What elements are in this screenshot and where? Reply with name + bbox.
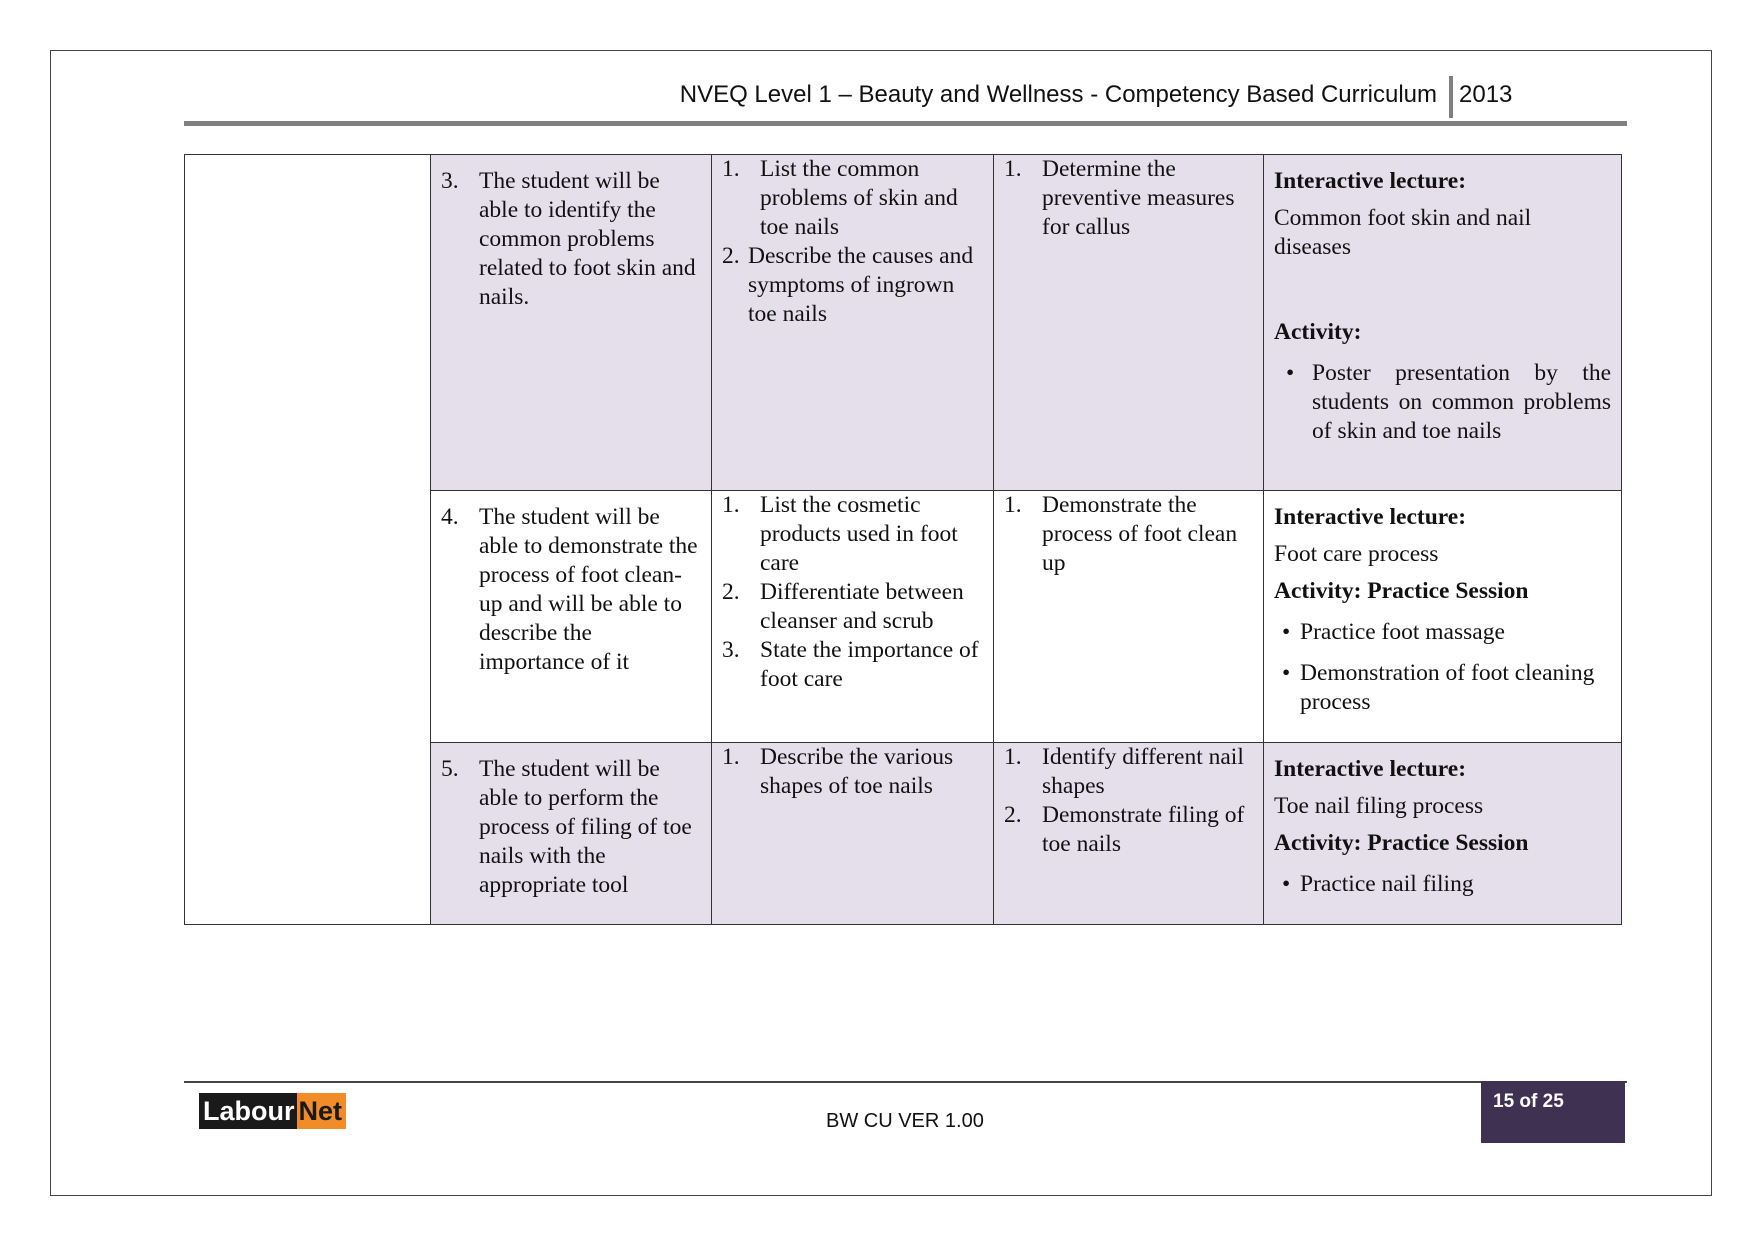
skills-cell [994,743,1264,925]
activity-label: Activity: Practice Session [1274,578,1529,604]
teaching-method-cell [1264,155,1622,491]
labournet-logo [199,1093,346,1129]
header-separator [1449,76,1453,118]
lecture-label: Interactive lecture: [1274,168,1467,194]
outcome-list [441,503,701,677]
knowledge-list [722,155,983,329]
header-title: NVEQ Level 1 – Beauty and Wellness - Competency Based Curriculum [679,81,1437,108]
activity-label: Activity: [1274,319,1362,345]
item-text: Demonstrate filing of toe nails [1042,802,1245,857]
item-number: 2. [722,243,740,269]
knowledge-cell [712,743,994,925]
item-text: List the cosmetic products used in foot care [760,492,958,576]
skills-list [1004,155,1253,242]
outcome-number: 4. [441,504,459,530]
outcome-list [441,755,701,900]
list-item [441,167,701,312]
list-item [722,743,983,801]
list-item [1004,155,1253,242]
list-item [441,755,701,900]
outcome-text: The student will be able to demonstrate the process of foot clean-up and will be able to describe the importance of it [479,504,698,675]
page-header [184,72,1627,126]
outcome-text: The student will be able to perform the process of filing of toe nails with the appropriate tool [479,756,692,898]
skills-cell [994,155,1264,491]
outcome-text: The student will be able to identify the common problems related to foot skin and nails. [479,168,696,310]
logo-part-net: Net [297,1093,347,1129]
activity-list [1274,870,1611,899]
item-text: Determine the preventive measures for callus [1042,156,1235,240]
lecture-text: Foot care process [1274,541,1439,567]
page-number-badge: 15 of 25 [1481,1081,1625,1143]
skills-list [1004,491,1253,578]
knowledge-cell [712,491,994,743]
item-number: 2. [722,579,740,605]
item-number: 1. [722,492,740,518]
teaching-method-cell [1264,743,1622,925]
unit-cell-empty [185,155,431,925]
knowledge-list [722,491,983,694]
lecture-label: Interactive lecture: [1274,504,1467,530]
knowledge-cell [712,155,994,491]
header-year: 2013 [1459,81,1513,108]
list-item: • Demonstration of foot cleaning process [1274,659,1611,717]
item-number: 3. [722,637,740,663]
item-number: 1. [1004,492,1022,518]
activity-list [1274,618,1611,717]
logo-part-labour: Labour [199,1093,297,1129]
item-text: Demonstrate the process of foot clean up [1042,492,1238,576]
list-item [1004,743,1253,801]
list-item [1004,801,1253,859]
list-item [722,155,983,242]
curriculum-table [184,154,1622,925]
skills-cell [994,491,1264,743]
item-number: 1. [1004,744,1022,770]
teaching-method-cell [1264,491,1622,743]
item-text: Describe the various shapes of toe nails [760,744,954,799]
item-text: Describe the causes and symptoms of ingrown toe nails [748,243,974,327]
item-text: List the common problems of skin and toe nails [760,156,958,240]
activity-list [1274,359,1611,446]
list-item [441,503,701,677]
list-item [722,578,983,636]
table-row [185,155,1622,491]
item-text: Differentiate between cleanser and scrub [760,579,964,634]
item-number: 1. [1004,156,1022,182]
outcome-list [441,167,701,312]
item-number: 2. [1004,802,1022,828]
document-version: BW CU VER 1.00 [826,1110,984,1132]
list-item [722,636,983,694]
knowledge-list [722,743,983,801]
list-item: • Poster presentation by the students on common problems of skin and toe nails [1274,359,1611,446]
learning-outcome-cell [431,491,712,743]
outcome-number: 5. [441,756,459,782]
footer-rule [184,1081,1627,1083]
list-item [722,491,983,578]
outcome-number: 3. [441,168,459,194]
item-number: 1. [722,744,740,770]
lecture-label: Interactive lecture: [1274,756,1467,782]
activity-label: Activity: Practice Session [1274,830,1529,856]
list-item: • Practice nail filing [1274,870,1611,899]
lecture-text: Common foot skin and nail diseases [1274,205,1532,260]
skills-list [1004,743,1253,859]
list-item [1004,491,1253,578]
item-number: 1. [722,156,740,182]
item-text: Identify different nail shapes [1042,744,1244,799]
learning-outcome-cell [431,743,712,925]
learning-outcome-cell [431,155,712,491]
list-item [722,242,983,329]
lecture-text: Toe nail filing process [1274,793,1484,819]
item-text: State the importance of foot care [760,637,979,692]
list-item: • Practice foot massage [1274,618,1611,647]
